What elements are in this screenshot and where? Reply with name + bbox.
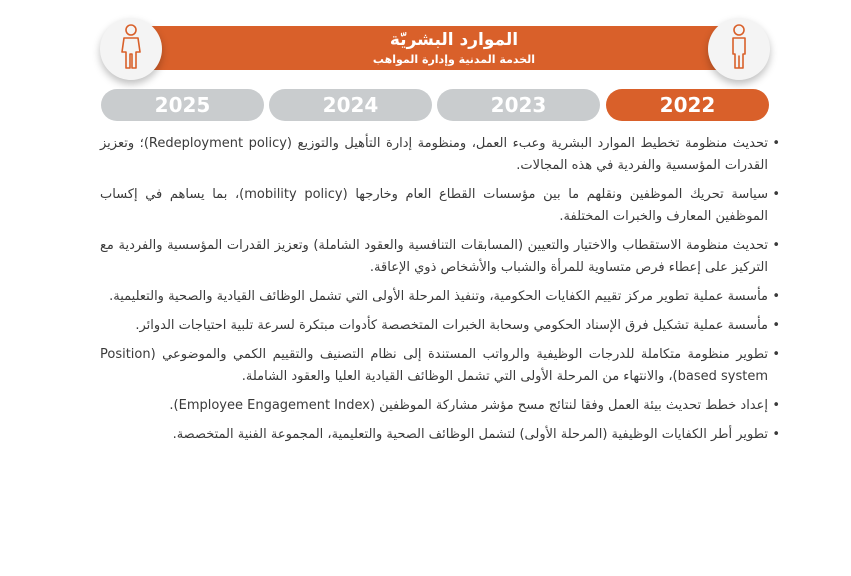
list-item-text: إعداد خطط تحديث بيئة العمل وفقا لنتائج مسح مؤشر مشاركة الموظفين (Employee Engagement Index).	[169, 398, 768, 413]
tab-2024[interactable]: 2024	[269, 89, 432, 121]
list-item-text: مأسسة عملية تشكيل فرق الإسناد الحكومي وسحابة الخبرات المتخصصة كأدوات مبتكرة لسرعة تلبية احتياجات الدوائر.	[135, 318, 768, 333]
left-avatar-circle	[100, 18, 162, 80]
list-item	[100, 133, 780, 177]
page-subtitle: الخدمة المدنية وإدارة المواهب	[372, 53, 536, 66]
bullet-list	[100, 133, 780, 453]
right-avatar-circle	[708, 18, 770, 80]
bullet-icon: •	[772, 187, 780, 202]
tab-2022[interactable]: 2022	[606, 89, 769, 121]
list-item	[100, 344, 780, 388]
list-item-text: تحديث منظومة الاستقطاب والاختيار والتعيين (المسابقات التنافسية والعقود الشاملة) وتعزيز القدرات المؤسسية والفردية مع التركيز على إعطاء فرص متساوية للمرأة والشباب والأشخاص ذوي الإعاقة.	[100, 238, 768, 275]
tab-2023[interactable]: 2023	[437, 89, 600, 121]
bullet-icon: •	[772, 398, 780, 413]
list-item	[100, 286, 780, 308]
list-item-text: تطوير أطر الكفايات الوظيفية (المرحلة الأولى) لتشمل الوظائف الصحية والتعليمية، المجموعة الفنية المتخصصة.	[172, 427, 768, 442]
bullet-icon: •	[772, 347, 780, 362]
year-tabs	[101, 89, 769, 121]
list-item	[100, 184, 780, 228]
list-item-text: تحديث منظومة تخطيط الموارد البشرية وعبء العمل، ومنظومة إدارة التأهيل والتوزيع (Redeployment policy)؛ وتعزيز القدرات المؤسسية والفردية في هذه المجالات.	[100, 136, 769, 173]
list-item	[100, 424, 780, 446]
list-item-text: تطوير منظومة متكاملة للدرجات الوظيفية والرواتب المستندة إلى نظام التصنيف والتقييم الكمي والموضوعي (Position based system)، والانتهاء من المرحلة الأولى التي تشمل الوظائف القيادية العليا والعقود الشاملة.	[100, 347, 768, 384]
person-icon	[726, 24, 752, 74]
bullet-icon: •	[772, 136, 780, 151]
person-icon	[118, 24, 144, 74]
bullet-icon: •	[772, 427, 780, 442]
list-item	[100, 315, 780, 337]
bullet-icon: •	[772, 289, 780, 304]
list-item-text: مأسسة عملية تطوير مركز تقييم الكفايات الحكومية، وتنفيذ المرحلة الأولى التي تشمل الوظائف القيادية والصحية والتعليمية.	[109, 289, 768, 304]
page-title: الموارد البشريّة	[389, 30, 519, 50]
bullet-icon: •	[772, 318, 780, 333]
list-item-text: سياسة تحريك الموظفين ونقلهم ما بين مؤسسات القطاع العام وخارجها (mobility policy)، بما يساهم في إكساب الموظفين المعارف والخبرات المختلفة.	[100, 187, 768, 224]
bullet-icon: •	[772, 238, 780, 253]
tab-2025[interactable]: 2025	[101, 89, 264, 121]
list-item	[100, 395, 780, 417]
list-item	[100, 235, 780, 279]
